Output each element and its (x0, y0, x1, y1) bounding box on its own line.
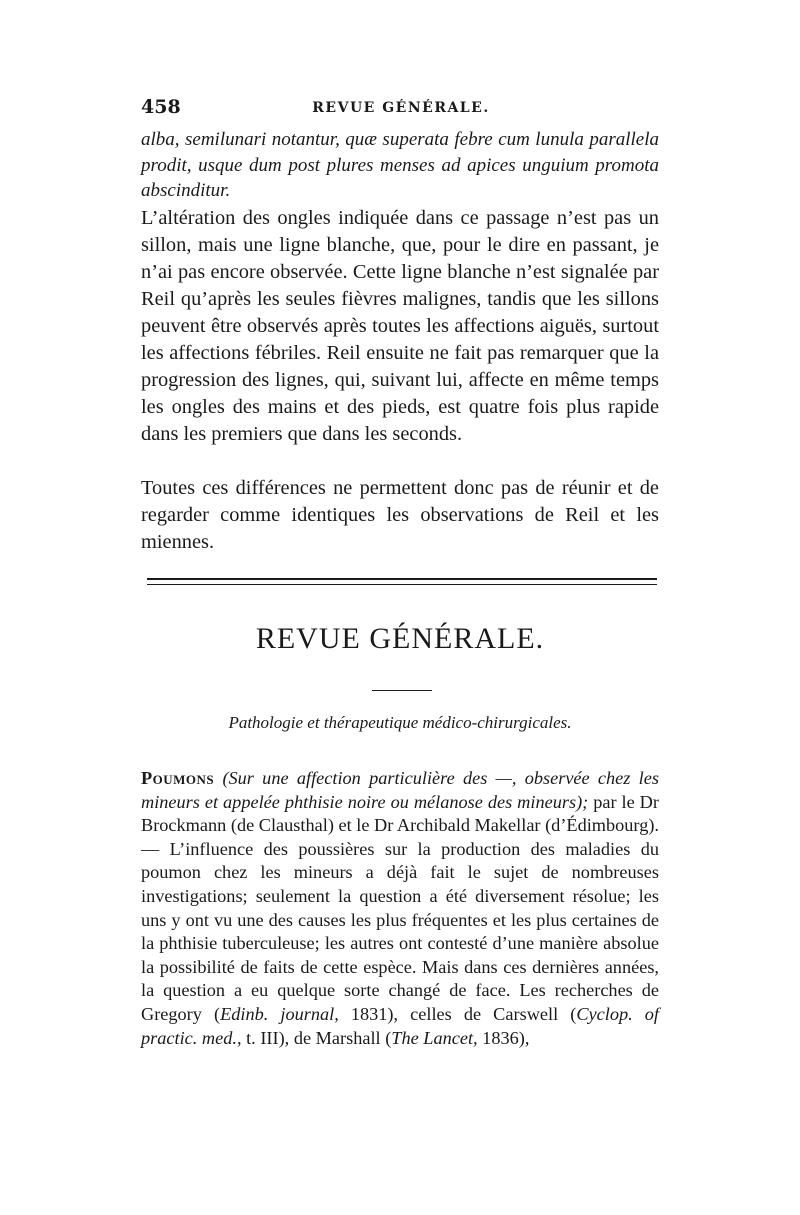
citation-2: Cyclop. of practic. med., (141, 1003, 659, 1048)
running-head (141, 96, 661, 126)
paragraph-1: L’altération des ongles indiquée dans ce passage n’est pas un sillon, mais une ligne blanche, que, pour le dire en passant, je n’ai pas encore observée. Cette ligne blanche n’est signalée par Reil qu’après les seules fièvres malignes, tandis que les sillons peuvent être observés après toutes les affections aiguës, surtout les affections fébriles. Reil ensuite ne fait pas remarquer que la progression des lignes, qui, suivant lui, affecte en même temps les ongles des mains et des pieds, est quatre fois plus rapide dans les premiers que dans les seconds. (141, 207, 659, 445)
running-title: REVUE GÉNÉRALE. (312, 100, 490, 116)
section-title: REVUE GÉNÉRALE. (255, 622, 545, 655)
article-text-3: t. III), de Marshall ( (241, 1027, 392, 1048)
section-divider-bottom (147, 584, 657, 585)
page-number: 458 (141, 96, 181, 118)
citation-1: Edinb. journal, (220, 1003, 339, 1024)
section-divider-top (147, 578, 657, 580)
article-heading: (Sur une affection particulière des —, observée chez les mineurs et appelée phthisie noire ou mélanose des mineurs); (141, 768, 659, 812)
citation-3: The Lancet, (391, 1027, 478, 1048)
paragraph-2: Toutes ces différences ne permettent donc pas de réunir et de regarder comme identiques les observations de Reil et les miennes. (141, 477, 659, 553)
article-body (141, 767, 659, 1050)
latin-quote: alba, semilunari notantur, quæ superata febre cum lunula parallela prodit, usque dum post plures menses ad apices unguium promota abscinditur. (141, 129, 659, 201)
article-text-2: 1831), celles de Carswell ( (338, 1003, 577, 1024)
subsection-title: Pathologie et thérapeutique médico-chirurgicales. (228, 713, 572, 732)
article-text-1: L’influence des poussières sur la production des maladies du poumon chez les mineurs a déjà fait le sujet de nombreuses investigations; seulement la question a été diversement résolue; les uns y ont vu une des causes les plus fréquentes et les plus certaines de la phthisie tuberculeuse; les autres ont contesté d’une manière absolue la possibilité de faits de cette espèce. Mais dans ces dernières années, la question a eu quelque sorte changé de face. Les recherches de Gregory ( (141, 838, 659, 1024)
article-text-4: 1836), (477, 1027, 530, 1048)
article-byline: par le Dr Brockmann (de Clausthal) et le Dr Archibald Makellar (d’Édimbourg). — (141, 791, 659, 859)
short-divider (372, 690, 432, 691)
article-lead-word: Poumons (141, 768, 215, 788)
